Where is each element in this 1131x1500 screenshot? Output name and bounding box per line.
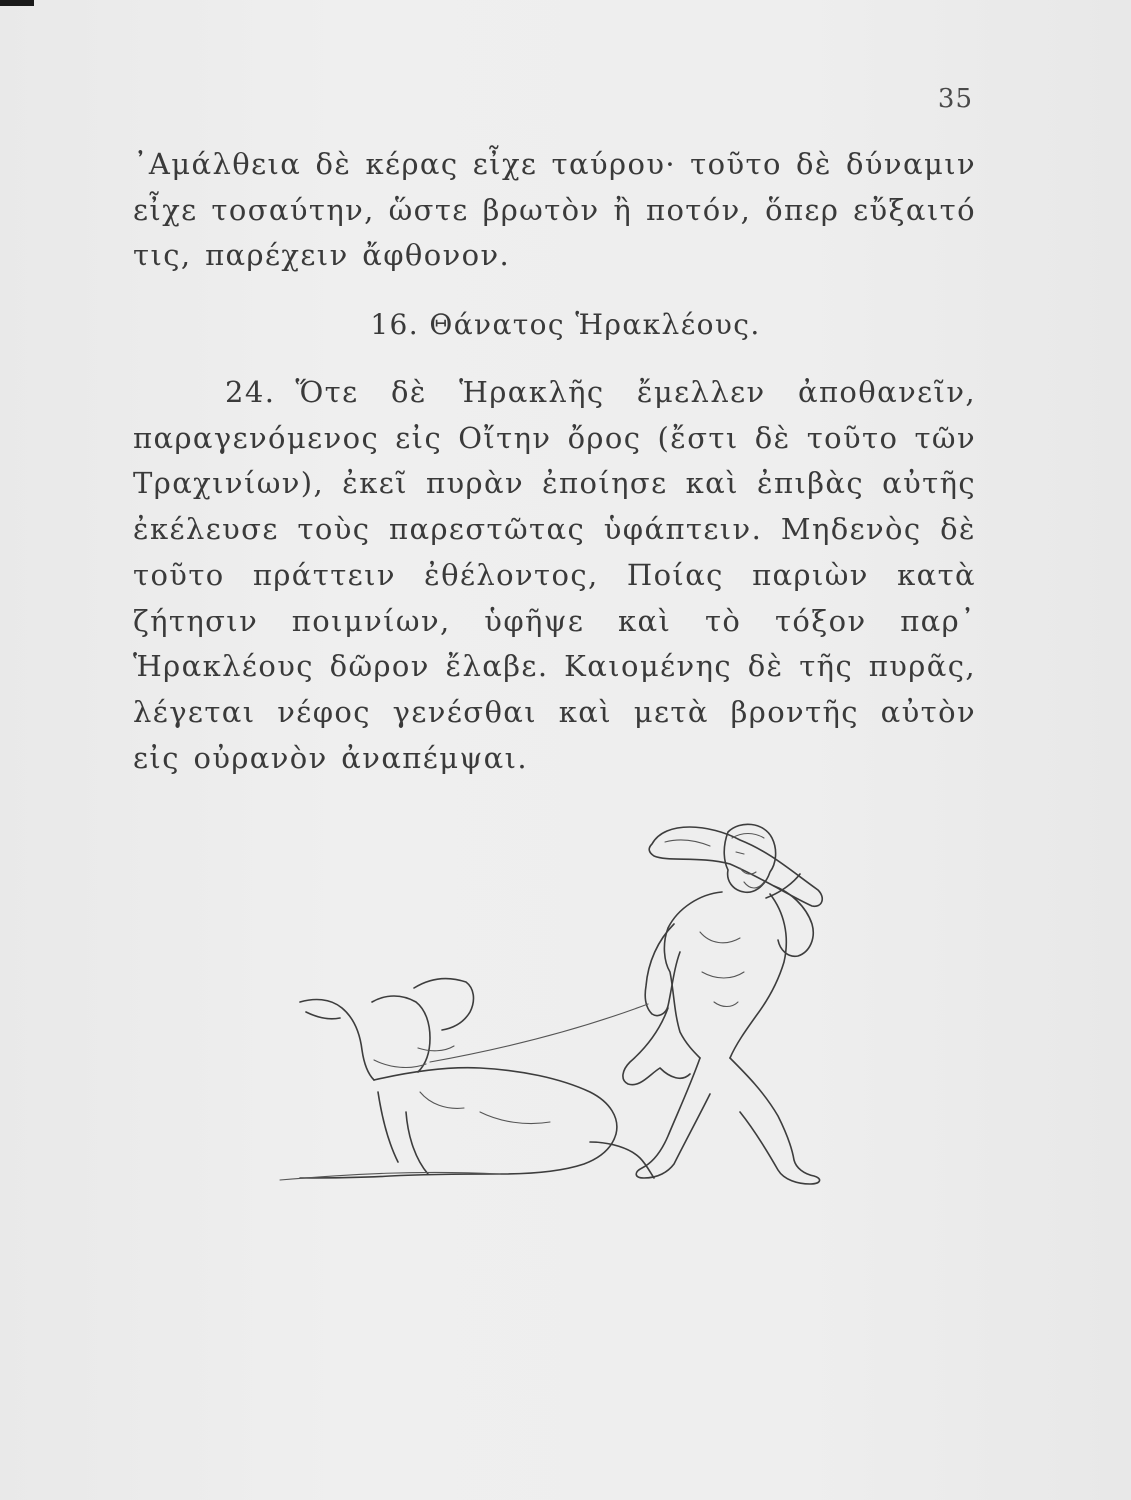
cerberus-body-detail <box>420 1092 550 1124</box>
club-detail <box>665 840 710 846</box>
scan-edge-mark <box>0 0 34 6</box>
cerberus-collars <box>374 1046 454 1067</box>
hero-torso-left <box>664 892 722 1058</box>
paragraph-amaltheia: ᾿Αμάλθεια δὲ κέρας εἶχε ταύρου· τοῦτο δὲ δύναμιν εἶχε τοσαύτην, ὥστε βρωτὸν ἢ ποτόν, ὅπερ εὔξαιτό τις, παρέχειν ἄφθονον. <box>133 147 976 273</box>
heracles-cerberus-illustration <box>270 812 850 1192</box>
section-number: 16. <box>370 308 420 341</box>
club-shape <box>649 827 822 906</box>
lion-skin-drape <box>623 1008 690 1085</box>
section-title: Θάνατος Ἡρακλέους. <box>429 308 761 341</box>
hero-muscle-detail <box>700 932 744 1007</box>
hero-face-detail <box>732 834 764 889</box>
heracles-cerberus-icon <box>270 812 850 1192</box>
cerberus-tail <box>590 1142 654 1178</box>
cerberus-body <box>300 1068 617 1178</box>
cerberus-head-3 <box>414 979 473 1030</box>
cerberus-head-1 <box>300 1000 374 1080</box>
section-heading <box>0 308 1131 341</box>
cerberus-head-2 <box>372 996 430 1072</box>
page-number: 35 <box>937 84 973 114</box>
paragraph-death-of-heracles <box>133 370 976 781</box>
paragraph-text: Ὅτε δὲ Ἡρακλῆς ἔμελλεν ἀποθανεῖν, παραγενόμενος εἰς Οἴτην ὄρος (ἔστι δὲ τοῦτο τῶν Τραχινίων), ἐκεῖ πυρὰν ἐποίησε καὶ ἐπιβὰς αὐτῆς ἐκέλευσε τοὺς παρεστῶτας ὑφάπτειν. Μηδενὸς δὲ τοῦτο πράττειν ἐθέλοντος, Ποίας παριὼν κατὰ ζήτησιν ποιμνίων, ὑφῆψε καὶ τὸ τόξον παρ᾿ Ἡρακλέους δῶρον ἔλαβε. Καιομένης δὲ τῆς πυρᾶς, λέγεται νέφος γενέσθαι καὶ μετὰ βροντῆς αὐτὸν εἰς οὐρανὸν ἀναπέμψαι. <box>133 375 976 775</box>
hero-torso-right <box>730 894 786 1058</box>
leash <box>430 1004 648 1062</box>
paragraph-number: 24. <box>225 375 276 409</box>
hero-left-leg <box>636 1058 710 1178</box>
cerberus-jaw-1 <box>306 1012 340 1019</box>
hero-right-leg <box>730 1058 820 1184</box>
cerberus-front-legs <box>378 1092 428 1174</box>
